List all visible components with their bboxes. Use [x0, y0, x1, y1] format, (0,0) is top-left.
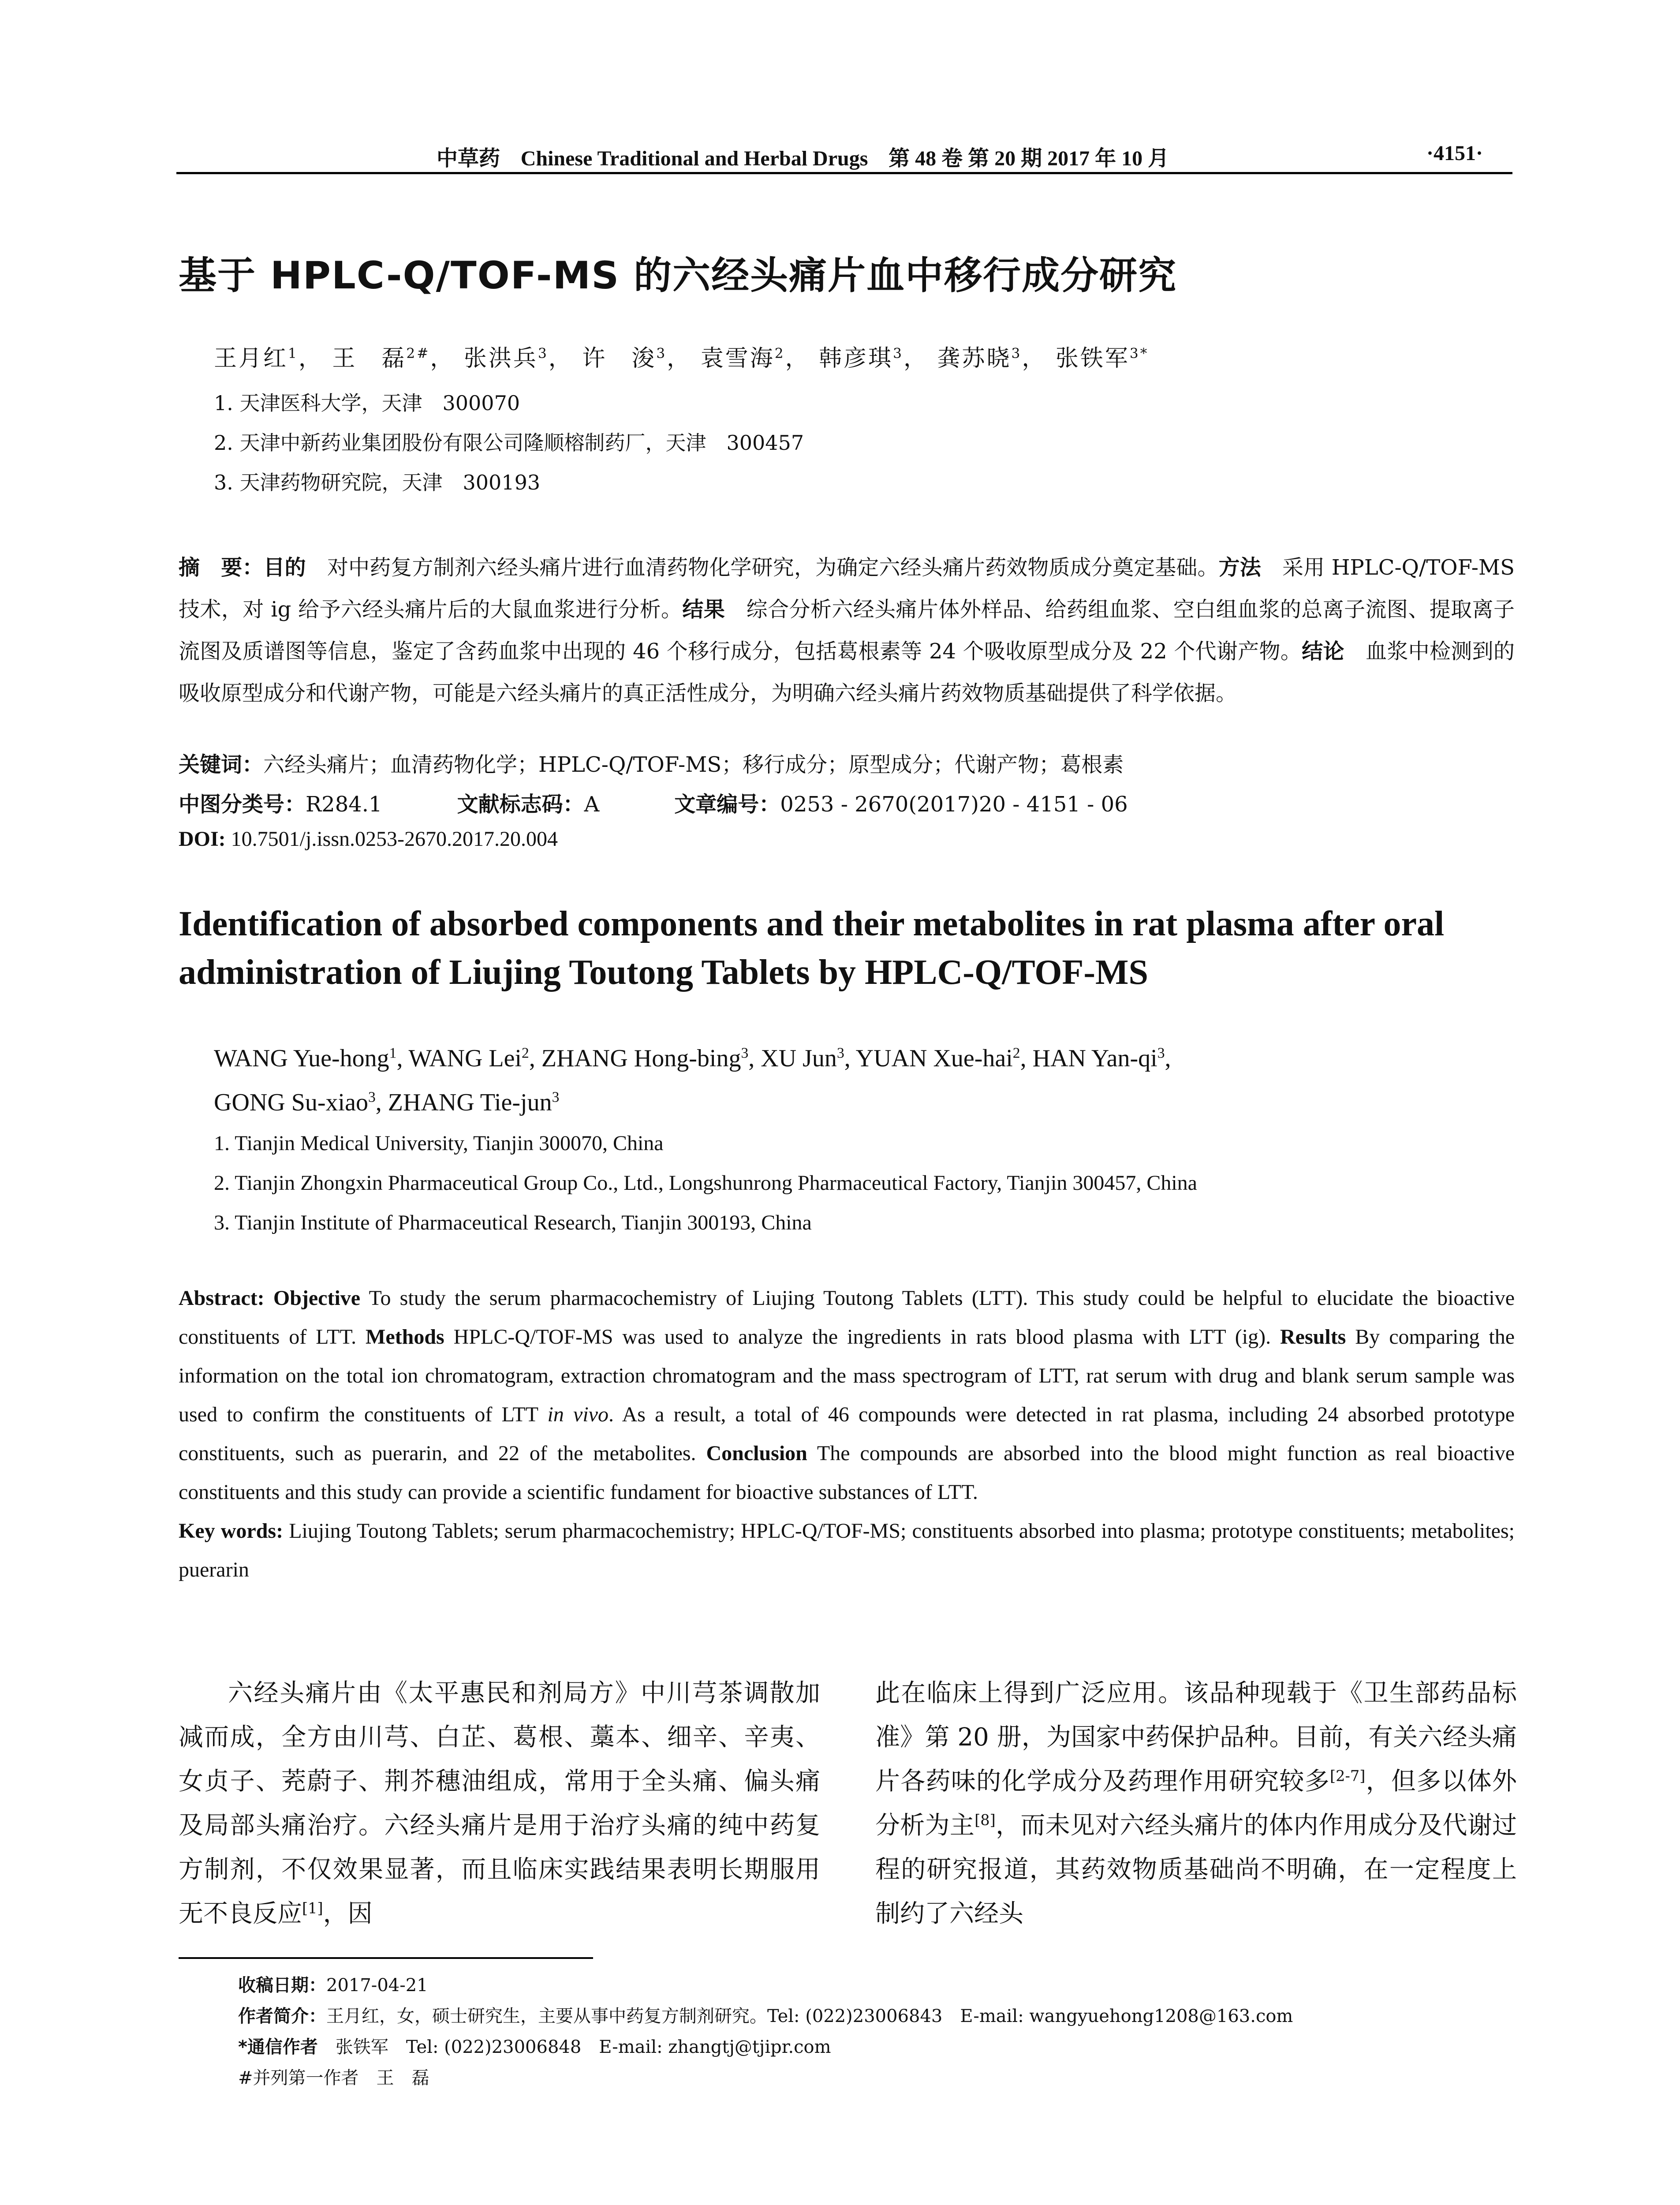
author-sup: 3*	[1129, 345, 1149, 362]
clc-label: 中图分类号：	[179, 792, 306, 817]
author-sup: 2	[1012, 1045, 1020, 1061]
author-sup: 3	[368, 1089, 376, 1106]
abstract-label-cn: 摘 要：	[179, 555, 264, 580]
author-cn: 张洪兵	[463, 345, 538, 372]
correspondence-text: 张铁军 Tel: (022)23006848 E-mail: zhangtj@tjipr.com	[317, 2037, 831, 2057]
affiliation-en: 1. Tianjin Medical University, Tianjin 300070, China	[214, 1132, 664, 1155]
author-sup: 3	[656, 345, 667, 362]
keywords-label-cn: 关键词：	[179, 752, 264, 777]
results-label-en: Results	[1280, 1325, 1346, 1349]
author-en: WANG Lei	[408, 1045, 522, 1072]
footnote-bio	[238, 2002, 1293, 2027]
author-sup: 1	[389, 1045, 397, 1061]
title-cn: 基于 HPLC-Q/TOF-MS 的六经头痛片血中移行成分研究	[179, 254, 1177, 298]
bio-text: 王月红，女，硕士研究生，主要从事中药复方制剂研究。Tel: (022)23006843 E-mail: wangyuehong1208@163.com	[326, 2006, 1293, 2026]
journal-name-cn: 中草药	[437, 146, 500, 171]
header-rule	[176, 172, 1512, 174]
authors-cn: 王月红$^1$， 王 磊$^{2\#}$， 张洪兵$^3$， 许 浚$^3$， 袁雪海$^2$， 韩彦琪$^3$， 龚苏晓$^3$， 张铁军$^{3*}$	[214, 345, 1149, 372]
results-text-cn: 综合分析六经头痛片体外样品、给药组血浆、空白组血浆的总离子流图、提取离子流图及质谱图等信息，鉴定了含药血浆中出现的 46 个移行成分，包括葛根素等 24 个吸收原型成分及 22 个代谢产物。	[179, 597, 1515, 664]
author-cn: 韩彦琪	[819, 345, 893, 372]
issue-info: 第 48 卷 第 20 期 2017 年 10 月	[889, 147, 1169, 170]
affiliation-en: 3. Tianjin Institute of Pharmaceutical Research, Tianjin 300193, China	[214, 1211, 812, 1234]
author-en: HAN Yan-qi	[1032, 1045, 1157, 1072]
conclusion-label-cn: 结论	[1302, 639, 1344, 664]
affiliation-en: 2. Tianjin Zhongxin Pharmaceutical Group Co., Ltd., Longshunrong Pharmaceutical Factory, Tianjin 300457, China	[214, 1171, 1197, 1195]
objective-label-en: Objective	[273, 1286, 361, 1310]
author-en: YUAN Xue-hai	[855, 1045, 1013, 1072]
objective-label-cn: 目的	[263, 555, 306, 580]
footnote-correspondence	[238, 2033, 831, 2058]
author-sup: 2	[774, 345, 785, 362]
authors-en: WANG Yue-hong$^1$, WANG Lei$^2$, ZHANG Hong-bing$^3$, XU Jun$^3$, YUAN Xue-hai$^2$, HAN Yan-$qi^3$, GONG Su-xiao$^3$, ZHANG Tie-jun$^3$	[214, 1045, 1171, 1116]
author-sup: 3	[836, 1045, 844, 1061]
author-en: ZHANG Tie-jun	[388, 1089, 552, 1116]
doc-code-label: 文献标志码：	[457, 792, 584, 817]
author-cn: 王月红	[214, 345, 288, 372]
keywords-text-cn: 六经头痛片；血清药物化学；HPLC-Q/TOF-MS；移行成分；原型成分；代谢产物；葛根素	[263, 752, 1124, 777]
author-sup: 1	[288, 345, 299, 362]
doi-line	[179, 827, 558, 851]
abstract-cn	[179, 547, 1515, 714]
keywords-cn	[179, 747, 1124, 778]
body-text: 此在临床上得到广泛应用。该品种现载于《卫生部药品标准》第 20 册，为国家中药保护品种。目前，有关六经头痛片各药味的化学成分及药理作用研究较多	[875, 1679, 1517, 1796]
results-italic-en: in vivo	[547, 1403, 609, 1426]
title-en: Identification of absorbed components and their metabolites in rat plasma after oral administration of Liujing Toutong Tablets by HPLC-Q/TOF-MS	[179, 904, 1445, 992]
methods-text-en: HPLC-Q/TOF-MS was used to analyze the ingredients in rats blood plasma with LTT (ig).	[444, 1325, 1271, 1349]
body-column-left	[179, 1671, 820, 1936]
bio-label: 作者简介：	[238, 2006, 326, 2026]
doc-code-value: A	[584, 792, 600, 817]
doi-label: DOI:	[179, 827, 226, 851]
author-sup: 3	[741, 1045, 749, 1061]
body-text: ，因	[323, 1899, 373, 1928]
author-sup: 2#	[406, 345, 430, 362]
body-text: ，但多以体外分析为主	[875, 1767, 1517, 1840]
author-en: WANG Yue-hong	[214, 1045, 389, 1072]
author-cn: 张铁军	[1055, 345, 1130, 372]
author-cn: 龚苏晓	[937, 345, 1012, 372]
results-label-cn: 结果	[682, 597, 725, 622]
author-sup: 3	[893, 345, 903, 362]
doi-value[interactable]: 10.7501/j.issn.0253-2670.2017.20.004	[231, 827, 558, 851]
citation-ref[interactable]: [1]	[302, 1899, 323, 1917]
abstract-label-en: Abstract:	[179, 1286, 265, 1310]
abstract-en	[179, 1279, 1515, 1589]
results-text-en-cont: . As a result, a total of 46 compounds were detected in rat plasma, including 24 absorbed prototype constituents, such as puerarin, and 22 of the metabolites.	[179, 1403, 1515, 1465]
methods-label-cn: 方法	[1218, 555, 1261, 580]
footnote-rule	[179, 1957, 593, 1959]
author-en: XU Jun	[761, 1045, 837, 1072]
citation-ref[interactable]: [2-7]	[1330, 1767, 1366, 1785]
author-sup: 3	[1157, 1045, 1165, 1061]
affiliation-cn: 2. 天津中新药业集团股份有限公司隆顺榕制药厂，天津 300457	[214, 431, 804, 455]
body-text: ，而未见对六经头痛片的体内作用成分及代谢过程的研究报道，其药效物质基础尚不明确，在一定程度上制约了六经头	[875, 1811, 1517, 1928]
running-head	[437, 141, 1169, 172]
conclusion-label-en: Conclusion	[706, 1442, 807, 1465]
article-no-label: 文章编号：	[674, 792, 780, 817]
conclusion-text-cn: 血浆中检测到的吸收原型成分和代谢产物，可能是六经头痛片的真正活性成分，为明确六经头痛片药效物质基础提供了科学依据。	[179, 639, 1515, 706]
body-text: 六经头痛片由《太平惠民和剂局方》中川芎茶调散加减而成，全方由川芎、白芷、葛根、藁本、细辛、辛夷、女贞子、茺蔚子、荆芥穗油组成，常用于全头痛、偏头痛及局部头痛治疗。六经头痛片是用于治疗头痛的纯中药复方制剂，不仅效果显著，而且临床实践结果表明长期服用无不良反应	[179, 1679, 820, 1928]
received-date: 2017-04-21	[326, 1975, 428, 1996]
author-en: ZHANG Hong-bing	[541, 1045, 741, 1072]
conclusion-text-en: The compounds are absorbed into the blood might function as real bioactive constituents and this study can provide a scientific fundament for bioactive substances of LTT.	[179, 1442, 1515, 1504]
keywords-text-en: Liujing Toutong Tablets; serum pharmacochemistry; HPLC-Q/TOF-MS; constituents absorbed into plasma; prototype constituents; metabolites; puerarin	[179, 1519, 1515, 1581]
citation-ref[interactable]: [8]	[974, 1811, 996, 1829]
clc-value: R284.1	[306, 792, 382, 817]
footnote-received	[238, 1971, 428, 1996]
affiliation-cn: 3. 天津药物研究院，天津 300193	[214, 471, 541, 494]
objective-text-cn: 对中药复方制剂六经头痛片进行血清药物化学研究，为确定六经头痛片药效物质成分奠定基础。	[306, 555, 1219, 580]
footnote-cofirst: #并列第一作者 王 磊	[238, 2068, 429, 2088]
methods-text-cn: 采用 HPLC-Q/TOF-MS 技术，对 ig 给予六经头痛片后的大鼠血浆进行分析。	[179, 555, 1515, 622]
correspondence-label: *通信作者	[238, 2037, 318, 2057]
author-cn: 袁雪海	[700, 345, 775, 372]
author-en: GONG Su-xiao	[214, 1089, 368, 1116]
objective-text-en: To study the serum pharmacochemistry of Liujing Toutong Tablets (LTT). This study could be helpful to elucidate the bioactive constituents of LTT.	[179, 1286, 1515, 1349]
author-sup: 2	[522, 1045, 529, 1061]
body-column-right	[875, 1671, 1517, 1936]
journal-name-en: Chinese Traditional and Herbal Drugs	[520, 147, 868, 170]
methods-label-en: Methods	[366, 1325, 444, 1349]
article-no-value: 0253 - 2670(2017)20 - 4151 - 06	[780, 792, 1128, 817]
affiliation-cn: 1. 天津医科大学，天津 300070	[214, 391, 520, 415]
author-sup: 3	[538, 345, 549, 362]
author-cn: 许 浚	[582, 345, 657, 372]
author-cn: 王 磊	[332, 345, 407, 372]
author-sup: 3	[552, 1089, 560, 1106]
keywords-label-en: Key words:	[179, 1519, 284, 1543]
received-label: 收稿日期：	[238, 1975, 326, 1996]
author-sup: 3	[1011, 345, 1022, 362]
page-number: ·4151·	[1426, 142, 1483, 165]
results-text-en: By comparing the information on the total ion chromatogram, extraction chromatogram and the mass spectrogram of LTT, rat serum with drug and blank serum sample was used to confirm the constituents of LTT	[179, 1325, 1515, 1426]
classification-line	[179, 787, 1128, 818]
